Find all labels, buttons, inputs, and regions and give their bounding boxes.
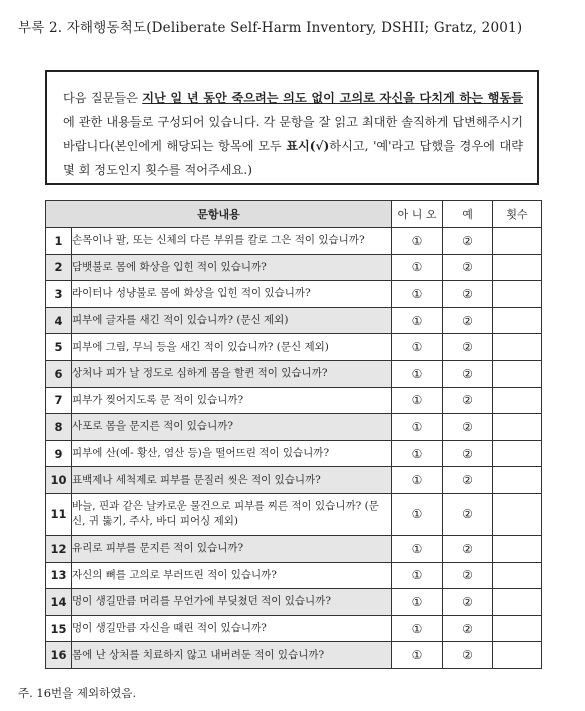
table-row — [46, 387, 542, 414]
option-no[interactable]: ① — [392, 562, 443, 589]
header-count: 횟수 — [493, 201, 542, 228]
count-field[interactable] — [493, 589, 542, 616]
row-question: 상처나 피가 날 정도로 심하게 몸을 할퀸 적이 있습니까? — [72, 360, 392, 387]
option-yes[interactable]: ② — [443, 387, 493, 414]
table-row — [46, 642, 542, 669]
footnote: 주. 16번을 제외하였음. — [18, 686, 137, 700]
table-row — [46, 589, 542, 616]
option-yes[interactable]: ② — [443, 440, 493, 467]
option-no[interactable]: ① — [392, 281, 443, 308]
count-field[interactable] — [493, 387, 542, 414]
option-yes[interactable]: ② — [443, 493, 493, 535]
row-number: 1 — [46, 228, 72, 255]
row-question: 피부에 산(예- 황산, 염산 등)을 떨어뜨린 적이 있습니까? — [72, 440, 392, 467]
table-row — [46, 228, 542, 255]
row-number: 4 — [46, 307, 72, 334]
row-number: 9 — [46, 440, 72, 467]
header-no: 아 니 오 — [392, 201, 443, 228]
row-number: 2 — [46, 254, 72, 281]
row-number: 16 — [46, 642, 72, 669]
count-field[interactable] — [493, 334, 542, 361]
option-yes[interactable]: ② — [443, 562, 493, 589]
option-no[interactable]: ① — [392, 493, 443, 535]
header-yes: 예 — [443, 201, 493, 228]
option-yes[interactable]: ② — [443, 360, 493, 387]
instructions-text-1: 다음 질문들은 — [63, 91, 143, 105]
row-number: 7 — [46, 387, 72, 414]
table-row — [46, 535, 542, 562]
table-row — [46, 493, 542, 535]
table-row — [46, 467, 542, 494]
option-no[interactable]: ① — [392, 589, 443, 616]
instructions-box — [45, 70, 539, 185]
row-number: 5 — [46, 334, 72, 361]
count-field[interactable] — [493, 493, 542, 535]
option-yes[interactable]: ② — [443, 615, 493, 642]
table-row — [46, 281, 542, 308]
count-field[interactable] — [493, 360, 542, 387]
row-number: 14 — [46, 589, 72, 616]
table-row — [46, 307, 542, 334]
option-no[interactable]: ① — [392, 642, 443, 669]
header-content: 문항내용 — [46, 201, 392, 228]
count-field[interactable] — [493, 307, 542, 334]
row-number: 13 — [46, 562, 72, 589]
option-yes[interactable]: ② — [443, 228, 493, 255]
option-yes[interactable]: ② — [443, 414, 493, 441]
option-no[interactable]: ① — [392, 334, 443, 361]
appendix-title: 부록 2. 자해행동척도(Deliberate Self-Harm Inventory, DSHII; Gratz, 2001) — [18, 20, 523, 36]
row-number: 11 — [46, 493, 72, 535]
row-question: 표백제나 세척제로 피부를 문질러 씻은 적이 있습니까? — [72, 467, 392, 494]
row-question: 몸에 난 상처를 치료하지 않고 내버려둔 적이 있습니까? — [72, 642, 392, 669]
row-question: 손목이나 팔, 또는 신체의 다른 부위를 칼로 그은 적이 있습니까? — [72, 228, 392, 255]
option-no[interactable]: ① — [392, 228, 443, 255]
questionnaire-table — [45, 200, 542, 669]
option-yes[interactable]: ② — [443, 281, 493, 308]
count-field[interactable] — [493, 281, 542, 308]
row-question: 자신의 뼈를 고의로 부러뜨린 적이 있습니까? — [72, 562, 392, 589]
row-question: 바늘, 핀과 같은 날카로운 물건으로 피부를 찌른 적이 있습니까? (문신, 귀 뚫기, 주사, 바디 피어싱 제외) — [72, 493, 392, 535]
row-question: 피부가 찢어지도록 문 적이 있습니까? — [72, 387, 392, 414]
row-number: 15 — [46, 615, 72, 642]
row-question: 피부에 글자를 새긴 적이 있습니까? (문신 제외) — [72, 307, 392, 334]
option-yes[interactable]: ② — [443, 642, 493, 669]
count-field[interactable] — [493, 535, 542, 562]
row-question: 담뱃불로 몸에 화상을 입힌 적이 있습니까? — [72, 254, 392, 281]
row-question: 멍이 생길만큼 머리를 무언가에 부딪쳤던 적이 있습니까? — [72, 589, 392, 616]
table-row — [46, 334, 542, 361]
instructions-emphasis-1: 지난 일 년 동안 죽으려는 의도 없이 고의로 자신을 다치게 하는 행동들 — [142, 91, 523, 105]
count-field[interactable] — [493, 615, 542, 642]
option-yes[interactable]: ② — [443, 334, 493, 361]
table-row — [46, 615, 542, 642]
option-no[interactable]: ① — [392, 360, 443, 387]
option-yes[interactable]: ② — [443, 254, 493, 281]
option-no[interactable]: ① — [392, 535, 443, 562]
instructions-text-3: 하시고, '예'라고 답했을 경우에 대략 몇 회 정도인지 횟수를 적어주세요.) — [63, 139, 523, 177]
row-number: 10 — [46, 467, 72, 494]
row-question: 라이터나 성냥불로 몸에 화상을 입힌 적이 있습니까? — [72, 281, 392, 308]
count-field[interactable] — [493, 254, 542, 281]
option-no[interactable]: ① — [392, 387, 443, 414]
count-field[interactable] — [493, 642, 542, 669]
count-field[interactable] — [493, 440, 542, 467]
table-row — [46, 360, 542, 387]
count-field[interactable] — [493, 467, 542, 494]
option-no[interactable]: ① — [392, 440, 443, 467]
option-no[interactable]: ① — [392, 467, 443, 494]
option-yes[interactable]: ② — [443, 307, 493, 334]
row-number: 12 — [46, 535, 72, 562]
instructions-text-2: 에 관한 내용들로 구성되어 있습니다. 각 문항을 잘 읽고 최대한 솔직하게 답변해주시기 바랍니다(본인에게 해당되는 항목에 모두 — [63, 115, 523, 153]
option-no[interactable]: ① — [392, 307, 443, 334]
row-question: 유리로 피부를 문지른 적이 있습니까? — [72, 535, 392, 562]
count-field[interactable] — [493, 562, 542, 589]
row-question: 사포로 몸을 문지른 적이 있습니까? — [72, 414, 392, 441]
option-no[interactable]: ① — [392, 254, 443, 281]
option-no[interactable]: ① — [392, 615, 443, 642]
table-row — [46, 254, 542, 281]
option-no[interactable]: ① — [392, 414, 443, 441]
row-number: 8 — [46, 414, 72, 441]
instructions-emphasis-2: 표시(√) — [286, 139, 330, 153]
table-row — [46, 440, 542, 467]
row-question: 피부에 그림, 무늬 등을 새긴 적이 있습니까? (문신 제외) — [72, 334, 392, 361]
option-yes[interactable]: ② — [443, 589, 493, 616]
option-yes[interactable]: ② — [443, 467, 493, 494]
table-row — [46, 414, 542, 441]
row-question: 멍이 생길만큼 자신을 때린 적이 있습니까? — [72, 615, 392, 642]
table-row — [46, 562, 542, 589]
count-field[interactable] — [493, 228, 542, 255]
row-number: 6 — [46, 360, 72, 387]
option-yes[interactable]: ② — [443, 535, 493, 562]
row-number: 3 — [46, 281, 72, 308]
count-field[interactable] — [493, 414, 542, 441]
